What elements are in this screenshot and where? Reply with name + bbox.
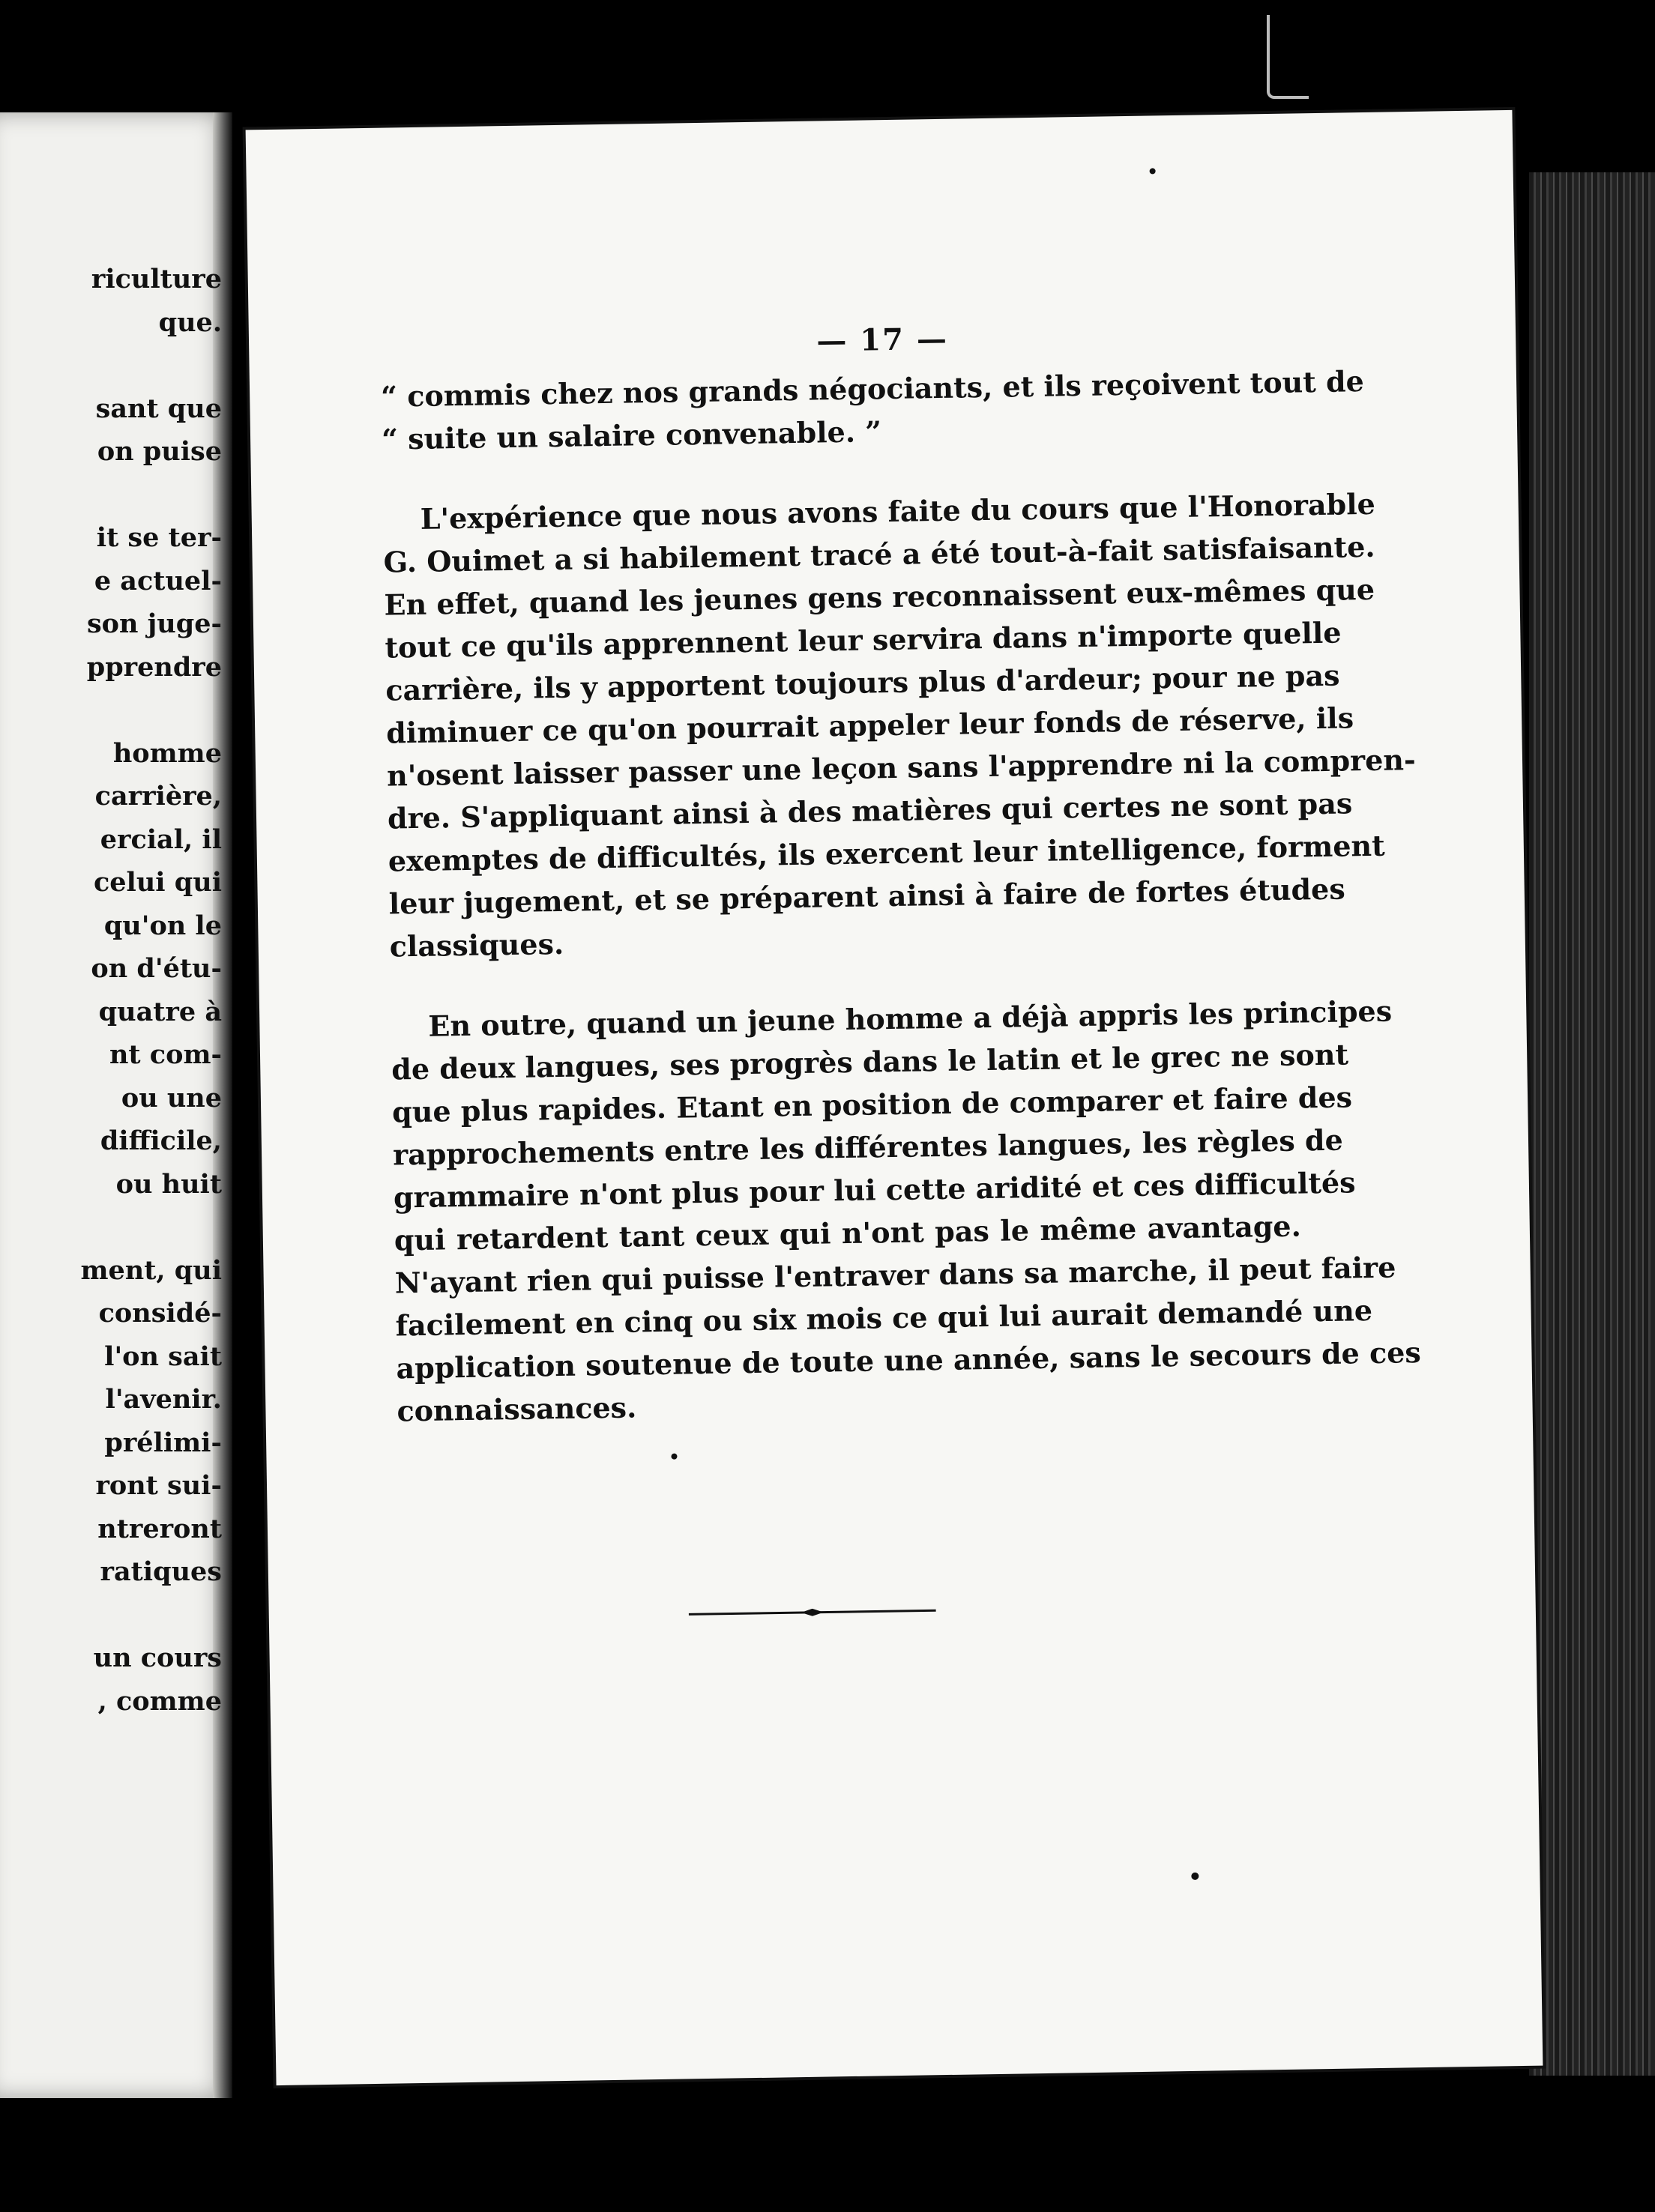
previous-page-line: e actuel-	[94, 565, 222, 596]
previous-page-line: ou huit	[115, 1168, 222, 1200]
page-number: — 17 —	[816, 321, 949, 359]
text-line: facilement en cinq ou six mois ce qui lui aurait demandé une	[395, 1293, 1373, 1343]
text-line: rapprochements entre les différentes langues, les règles de	[392, 1122, 1344, 1172]
previous-page-line: quatre à	[98, 996, 222, 1027]
text-line: tout ce qu'ils apprennent leur servira dans n'importe quelle	[385, 615, 1342, 665]
previous-page-line: ou une	[121, 1082, 222, 1113]
text-line: L'expérience que nous avons faite du cours que l'Honorable	[420, 486, 1376, 536]
text-line: classiques.	[389, 926, 564, 964]
previous-page-line: un cours	[93, 1643, 222, 1673]
previous-page-line: on d'étu-	[91, 953, 222, 984]
text-line: n'osent laisser passer une leçon sans l'apprendre ni la compren-	[386, 743, 1417, 793]
previous-page-strip	[0, 112, 232, 2098]
text-line: dre. S'appliquant ainsi à des matières qui certes ne sont pas	[387, 786, 1353, 835]
previous-page-line: prélimi-	[104, 1427, 222, 1458]
paragraph	[391, 991, 1422, 1433]
speck	[1150, 168, 1156, 174]
text-line: qui retardent tant ceux qui n'ont pas le même avantage.	[394, 1209, 1302, 1257]
previous-page-line: homme	[112, 737, 222, 769]
previous-page-line: qu'on le	[103, 910, 222, 941]
previous-page-line: ratiques	[100, 1556, 222, 1587]
previous-page-line: pprendre	[86, 651, 222, 683]
previous-page-line: riculture	[91, 264, 222, 294]
paragraph	[380, 361, 1365, 461]
previous-page-line: considé-	[98, 1298, 222, 1329]
previous-page-line: celui qui	[93, 867, 222, 898]
film-frame-mark	[1267, 15, 1309, 99]
previous-page-line: nt com-	[109, 1039, 222, 1070]
speck	[671, 1454, 677, 1460]
text-line: connaissances.	[397, 1390, 637, 1428]
previous-page-line: , comme	[97, 1685, 222, 1717]
text-line: carrière, ils y apportent toujours plus d'ardeur; pour ne pas	[385, 658, 1340, 707]
text-line: leur jugement, et se préparent ainsi à faire de fortes études	[388, 871, 1345, 921]
previous-page-line: que.	[158, 306, 222, 338]
text-line: diminuer ce qu'on pourrait appeler leur fonds de réserve, ils	[385, 701, 1354, 750]
previous-page-line: it se ter-	[96, 522, 222, 553]
previous-page-line: on puise	[97, 436, 222, 467]
book-page	[246, 110, 1543, 2085]
previous-page-line: l'avenir.	[105, 1384, 222, 1415]
previous-page-line: carrière,	[94, 781, 222, 812]
previous-page-line: ntreront	[97, 1513, 222, 1544]
speck	[1191, 1873, 1199, 1880]
previous-page-line: sant que	[95, 393, 222, 424]
previous-page-line: son juge-	[86, 608, 222, 639]
previous-page-line: l'on sait	[104, 1341, 222, 1372]
text-line: N'ayant rien qui puisse l'entraver dans sa marche, il peut faire	[394, 1250, 1396, 1300]
text-line: En outre, quand un jeune homme a déjà appris les principes	[428, 994, 1393, 1043]
ornamental-rule	[689, 1607, 936, 1618]
text-line: “ commis chez nos grands négociants, et ils reçoivent tout de	[380, 364, 1365, 414]
text-line: de deux langues, ses progrès dans le latin et le grec ne sont	[391, 1037, 1349, 1087]
text-line: En effet, quand les jeunes gens reconnaissent eux-mêmes que	[384, 572, 1375, 622]
page-body	[380, 361, 1422, 1433]
text-line: grammaire n'ont plus pour lui cette aridité et ces difficultés	[393, 1165, 1356, 1215]
text-line: G. Ouimet a si habilement tracé a été tout-à-fait satisfaisante.	[383, 529, 1375, 579]
text-line: exemptes de difficultés, ils exercent leur intelligence, forment	[388, 828, 1385, 878]
previous-page-line: ercial, il	[100, 824, 222, 855]
previous-page-line: difficile,	[100, 1125, 222, 1156]
previous-page-line: ment, qui	[80, 1254, 222, 1286]
paragraph	[382, 484, 1417, 968]
text-line: “ suite un salaire convenable. ”	[381, 414, 882, 456]
text-line: application soutenue de toute une année, sans le secours de ces	[396, 1335, 1422, 1385]
text-line: que plus rapides. Etant en position de comparer et faire des	[391, 1080, 1353, 1129]
book-page-edges	[1529, 172, 1655, 2076]
previous-page-line: ront sui-	[95, 1470, 222, 1501]
